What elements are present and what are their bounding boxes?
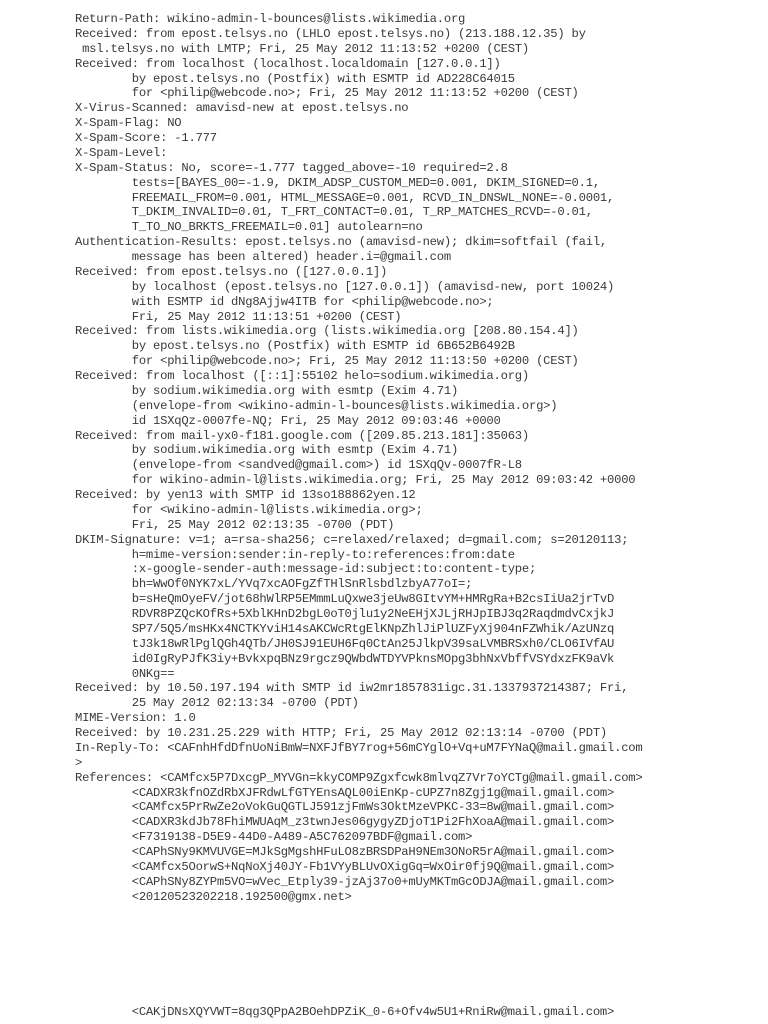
header-line: <CADXR3kdJb78FhiMWUAqM_z3twnJes06gygyZDjoT1Pi2FhXoaA@mail.gmail.com> <box>75 815 615 830</box>
header-line: Received: from localhost ([::1]:55102 helo=sodium.wikimedia.org) <box>75 369 529 383</box>
header-line: Received: from epost.telsys.no ([127.0.0.1]) <box>75 264 388 279</box>
header-line: Fri, 25 May 2012 11:13:51 +0200 (CEST) <box>75 309 402 324</box>
header-line: MIME-Version: 1.0 <box>75 711 196 726</box>
header-line: Received: from lists.wikimedia.org (lists.wikimedia.org [208.80.154.4]) <box>75 324 579 339</box>
header-line: <CAMfcx5OorwS+NqNoXj40JY-Fb1VYyBLUvOXigGq=WxOir0fj9Q@mail.gmail.com> <box>75 859 615 874</box>
header-line: for <philip@webcode.no>; Fri, 25 May 2012 11:13:52 +0200 (CEST) <box>75 86 579 101</box>
header-line: for <philip@webcode.no>; Fri, 25 May 2012 11:13:50 +0200 (CEST) <box>75 354 579 369</box>
header-line: by sodium.wikimedia.org with esmtp (Exim 4.71) <box>75 383 459 398</box>
header-line: Received: by 10.231.25.229 with HTTP; Fri, 25 May 2012 02:13:14 -0700 (PDT) <box>75 726 608 740</box>
header-line: for wikino-admin-l@lists.wikimedia.org; Fri, 25 May 2012 09:03:42 +0000 <box>75 473 636 488</box>
header-line: 0NKg== <box>75 666 175 681</box>
header-line: with ESMTP id dNg8Ajjw4ITB for <philip@webcode.no>; <box>75 294 494 309</box>
header-line: b=sHeQmOyeFV/jot68hWlRP5EMmmLuQxwe3jeUw8GItvYM+HMRgRa+B2csIiUa2jrTvD <box>75 592 615 607</box>
header-line: <20120523202218.192500@gmx.net> <box>75 889 352 904</box>
header-line: by sodium.wikimedia.org with esmtp (Exim 4.71) <box>75 443 459 458</box>
header-line: id0IgRyPJfK3iy+BvkxpqBNz9rgcz9QWbdWTDYVPknsMOpg3bhNxVbffVSYdxzFK9aVk <box>75 651 615 666</box>
header-line: X-Spam-Status: No, score=-1.777 tagged_above=-10 required=2.8 <box>75 160 508 175</box>
header-line: RDVR8PZQcKOfRs+5XblKHnD2bgL0oT0jlu1y2NeEHjXJLjRHJpIBJ3q2RaqdmdvCxjkJ <box>75 607 615 621</box>
header-line: X-Spam-Flag: NO <box>75 116 182 131</box>
header-line: Received: by 10.50.197.194 with SMTP id iw2mr1857831igc.31.1337937214387; Fri, <box>75 681 629 696</box>
header-line: for <wikino-admin-l@lists.wikimedia.org>; <box>75 502 423 517</box>
header-line: msl.telsys.no with LMTP; Fri, 25 May 2012 11:13:52 +0200 (CEST) <box>75 41 529 56</box>
header-line: <CAMfcx5PrRwZe2oVokGuQGTLJ591zjFmWs3OktMzeVPKC-33=8w@mail.gmail.com> <box>75 800 615 815</box>
header-line: message has been altered) header.i=@gmail.com <box>75 250 451 264</box>
header-line: bh=WwOf0NYK7xL/YVq7xcAOFgZfTHlSnRlsbdlzbyA77oI=; <box>75 577 473 592</box>
header-line: Return-Path: wikino-admin-l-bounces@lists.wikimedia.org <box>75 12 466 26</box>
references-continuation-line: <CAKjDNsXQYVWT=8qg3QPpA2BOehDPZiK_0-6+Ofv4w5U1+RniRw@mail.gmail.com> <box>75 1005 615 1019</box>
header-line: (envelope-from <wikino-admin-l-bounces@lists.wikimedia.org>) <box>75 398 558 413</box>
header-line: by epost.telsys.no (Postfix) with ESMTP id AD228C64015 <box>75 71 515 86</box>
header-line: <F7319138-D5E9-44D0-A489-A5C762097BDF@gmail.com> <box>75 830 473 845</box>
email-raw-headers <box>75 12 760 905</box>
header-line: DKIM-Signature: v=1; a=rsa-sha256; c=relaxed/relaxed; d=gmail.com; s=20120113; <box>75 532 629 547</box>
header-line: T_TO_NO_BRKTS_FREEMAIL=0.01] autolearn=no <box>75 220 423 235</box>
header-line: T_DKIM_INVALID=0.01, T_FRT_CONTACT=0.01, T_RP_MATCHES_RCVD=-0.01, <box>75 205 593 220</box>
header-line: by localhost (epost.telsys.no [127.0.0.1]) (amavisd-new, port 10024) <box>75 279 615 294</box>
header-line: X-Spam-Level: <box>75 145 168 160</box>
header-line: by epost.telsys.no (Postfix) with ESMTP id 6B652B6492B <box>75 339 515 354</box>
header-line: 25 May 2012 02:13:34 -0700 (PDT) <box>75 696 359 711</box>
header-line: tJ3k18wRlPglQGh4QTb/JH0SJ91EUH6Fq0CtAn25JlkpV39saLVMBRSxh0/CLO6IVfAU <box>75 636 615 651</box>
header-line: Received: from mail-yx0-f181.google.com ([209.85.213.181]:35063) <box>75 428 529 443</box>
header-line: <CADXR3kfnOZdRbXJFRdwLfGTYEnsAQL00iEnKp-cUPZ7n8Zgj1g@mail.gmail.com> <box>75 785 615 800</box>
header-line: References: <CAMfcx5P7DxcgP_MYVGn=kkyCOMP9Zgxfcwk8mlvqZ7Vr7oYCTg@mail.gmail.com> <box>75 770 643 785</box>
header-line: Authentication-Results: epost.telsys.no (amavisd-new); dkim=softfail (fail, <box>75 235 608 250</box>
header-line: h=mime-version:sender:in-reply-to:references:from:date <box>75 547 515 562</box>
header-line: X-Spam-Score: -1.777 <box>75 131 217 145</box>
header-line: (envelope-from <sandved@gmail.com>) id 1SXqQv-0007fR-L8 <box>75 458 522 473</box>
header-line: > <box>75 755 83 770</box>
header-line: <CAPhSNy8ZYPm5VO=wVec_Etply39-jzAj37o0+mUyMKTmGcODJA@mail.gmail.com> <box>75 874 615 889</box>
header-line: tests=[BAYES_00=-1.9, DKIM_ADSP_CUSTOM_MED=0.001, DKIM_SIGNED=0.1, <box>75 175 600 190</box>
header-line: Received: by yen13 with SMTP id 13so188862yen.12 <box>75 488 416 502</box>
header-line: :x-google-sender-auth:message-id:subject:to:content-type; <box>75 562 537 577</box>
header-line: Received: from localhost (localhost.localdomain [127.0.0.1]) <box>75 56 501 71</box>
header-line: Fri, 25 May 2012 02:13:35 -0700 (PDT) <box>75 517 395 532</box>
header-line: id 1SXqQz-0007fe-NQ; Fri, 25 May 2012 09:03:46 +0000 <box>75 413 501 428</box>
header-line: SP7/5Q5/msHKx4NCTKYviH14sAKCWcRtgElKNpZhlJiPlUZFyXj904nFZWhik/AzUNzq <box>75 621 615 636</box>
header-line: In-Reply-To: <CAFnhHfdDfnUoNiBmW=NXFJfBY7rog+56mCYglO+Vq+uM7FYNaQ@mail.gmail.com <box>75 740 643 755</box>
header-line: Received: from epost.telsys.no (LHLO epost.telsys.no) (213.188.12.35) by <box>75 26 586 41</box>
header-line: <CAPhSNy9KMVUVGE=MJkSgMgshHFuLO8zBRSDPaH9NEm3ONoR5rA@mail.gmail.com> <box>75 845 615 859</box>
header-line: X-Virus-Scanned: amavisd-new at epost.telsys.no <box>75 101 409 116</box>
header-line: FREEMAIL_FROM=0.001, HTML_MESSAGE=0.001, RCVD_IN_DNSWL_NONE=-0.0001, <box>75 190 615 205</box>
